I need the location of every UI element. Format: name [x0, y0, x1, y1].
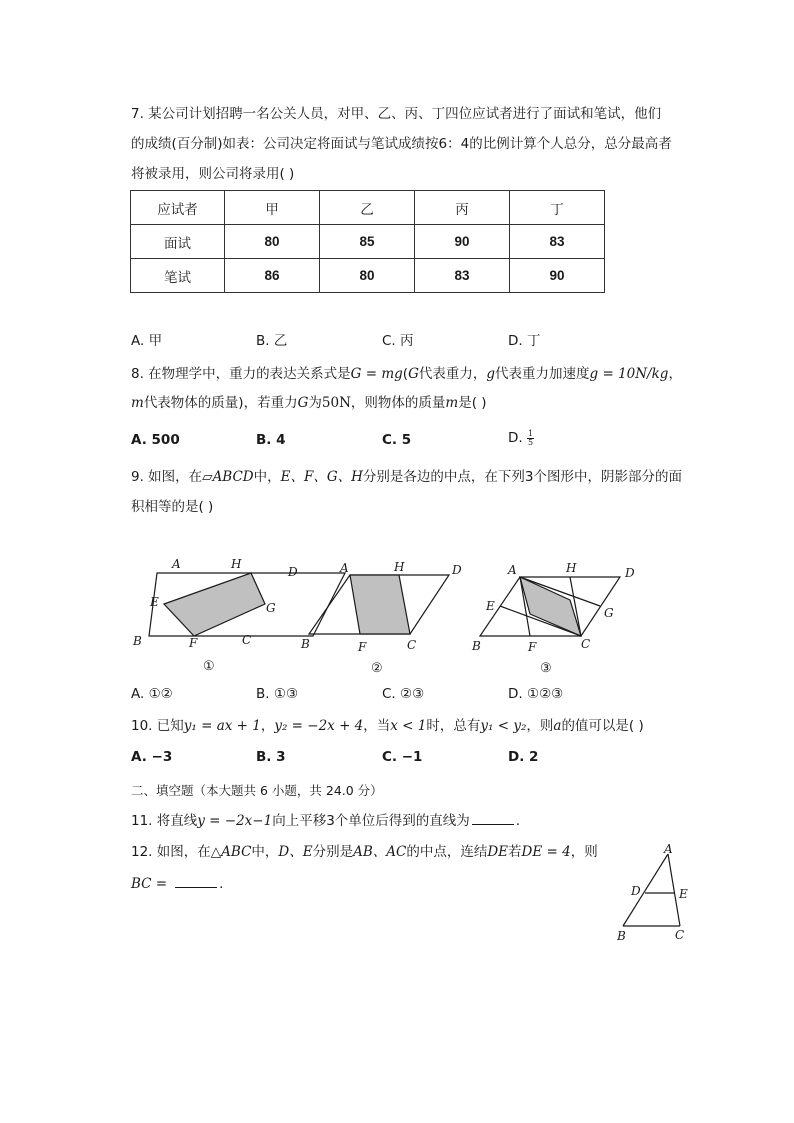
q9-option-b: B. ①③ — [256, 686, 299, 702]
point-label: H — [231, 557, 242, 571]
q8-option-b: B. 4 — [256, 432, 286, 448]
point-label: D — [452, 563, 462, 577]
figure-label: ② — [371, 661, 383, 676]
point-label: F — [528, 640, 537, 654]
table-cell: 80 — [225, 225, 320, 259]
table-cell: 85 — [320, 225, 415, 259]
q12-text: 中， — [251, 844, 279, 860]
q10-option-d: D. 2 — [508, 749, 539, 765]
q10-text: ， — [260, 718, 275, 734]
q12-line-1 — [131, 842, 598, 862]
point-label: B — [133, 634, 142, 648]
q10-formula: x < 1 — [390, 718, 427, 734]
answer-blank[interactable] — [175, 873, 217, 888]
q12-text: . — [219, 876, 224, 892]
point-label: E — [486, 599, 495, 613]
q9-option-a: A. ①② — [131, 686, 173, 702]
fraction — [527, 430, 534, 447]
q8-formula: G = mg — [350, 366, 403, 382]
point-label: C — [675, 928, 685, 942]
table-cell: 86 — [225, 259, 320, 293]
parallelogram-figure-3 — [471, 561, 635, 676]
q8-option-d-label: D. — [508, 430, 527, 446]
table-header-cell: 丙 — [415, 191, 510, 225]
point-label: F — [358, 640, 367, 654]
q8-option-a: A. 500 — [131, 432, 180, 448]
point-label: H — [566, 561, 577, 575]
point-label: B — [617, 929, 626, 943]
q12-formula: DE — [487, 844, 509, 860]
q11-text: . — [515, 813, 521, 829]
q9-figures — [120, 550, 660, 680]
table-cell: 83 — [415, 259, 510, 293]
parallelogram-figure-1 — [132, 557, 345, 674]
q10-text: ，当 — [363, 718, 391, 734]
q12-line-2 — [131, 873, 223, 894]
q9-line-2: 积相等的是( ) — [131, 499, 214, 515]
q10-text: 的值可以是( ) — [561, 718, 644, 734]
q10-line-1 — [131, 716, 644, 736]
section-heading: 二、填空题（本大题共 6 小题，共 24.0 分） — [131, 783, 383, 798]
q8-option-d — [508, 428, 534, 448]
table-header-cell: 乙 — [320, 191, 415, 225]
q8-text: 代表物体的质量)，若重力 — [143, 395, 298, 411]
table-row — [131, 259, 605, 293]
q10-option-a: A. −3 — [131, 749, 173, 765]
q12-formula: AB、AC — [353, 844, 407, 860]
q12-formula: BC = — [131, 876, 168, 892]
q10-formula: y₂ = −2x + 4 — [274, 718, 364, 734]
q8-formula: m — [445, 395, 459, 411]
table-row-label: 面试 — [131, 225, 225, 259]
q9-formula: E、F、G、H — [280, 469, 363, 485]
q8-text: ( — [402, 366, 409, 382]
q8-formula: G — [408, 366, 419, 382]
point-label: D — [625, 566, 635, 580]
table-header-cell: 丁 — [510, 191, 605, 225]
q12-formula: D、E — [278, 844, 313, 860]
q8-formula: 50N — [321, 395, 351, 411]
q12-text: 若 — [508, 844, 522, 860]
q12-text: 12. 如图，在 — [131, 844, 211, 860]
point-label: H — [394, 560, 405, 574]
q8-option-c: C. 5 — [382, 432, 412, 448]
q11-line-1 — [131, 810, 520, 831]
q10-option-c: C. −1 — [382, 749, 423, 765]
q8-text: 代表重力， — [418, 366, 487, 382]
table-header-cell: 应试者 — [131, 191, 225, 225]
point-label: G — [604, 606, 614, 620]
table-cell: 80 — [320, 259, 415, 293]
q7-option-b: B. 乙 — [256, 333, 288, 349]
q8-formula: G — [297, 395, 309, 411]
point-label: C — [407, 638, 417, 652]
q12-text: 分别是 — [312, 844, 354, 860]
answer-blank[interactable] — [472, 810, 514, 825]
q9-line-1 — [131, 467, 682, 487]
q9-option-d: D. ①②③ — [508, 686, 564, 702]
q8-text: 代表重力加速度 — [495, 366, 590, 382]
q10-formula: y₁ = ax + 1 — [183, 718, 261, 734]
point-label: A — [664, 842, 673, 856]
point-label: F — [189, 636, 198, 650]
q7-line-2: 的成绩(百分制)如表：公司决定将面试与笔试成绩按6：4的比例计算个人总分，总分最高者 — [131, 136, 672, 152]
point-label: E — [679, 887, 688, 901]
q9-option-c: C. ②③ — [382, 686, 425, 702]
table-header-cell: 甲 — [225, 191, 320, 225]
q8-text: ，则物体的质量 — [350, 395, 446, 411]
table-row — [131, 225, 605, 259]
q8-text: ， — [668, 366, 682, 382]
q12-text: ，则 — [570, 844, 598, 860]
point-label: A — [340, 561, 349, 575]
q8-text: 8. 在物理学中，重力的表达关系式是 — [131, 366, 351, 382]
score-table — [130, 190, 605, 293]
figure-label: ① — [203, 659, 215, 674]
q8-line-2 — [131, 393, 487, 413]
point-label: A — [508, 563, 517, 577]
point-label: G — [266, 601, 276, 615]
q12-formula: DE = 4 — [521, 844, 571, 860]
q10-formula: a — [553, 718, 562, 734]
q11-formula: y = −2x−1 — [197, 813, 273, 829]
q7-line-3: 将被录用，则公司将录用( ) — [131, 166, 295, 182]
q8-formula: g — [486, 366, 496, 382]
fraction-denominator: 5 — [527, 437, 534, 447]
shaded-region — [350, 575, 410, 634]
parallelogram-figure-2 — [300, 560, 462, 676]
q7-option-d: D. 丁 — [508, 333, 541, 349]
q9-text: 9. 如图，在▱ — [131, 469, 213, 485]
table-cell: 83 — [510, 225, 605, 259]
q8-line-1 — [131, 364, 682, 384]
q10-text: ，则 — [526, 718, 554, 734]
q10-formula: y₁ < y₂ — [480, 718, 527, 734]
table-cell: 90 — [415, 225, 510, 259]
q9-formula: ABCD — [212, 469, 254, 485]
q7-option-a: A. 甲 — [131, 333, 163, 349]
point-label: E — [150, 595, 159, 609]
q11-text: 向上平移3个单位后得到的直线为 — [272, 813, 470, 829]
q10-text: 10. 已知 — [131, 718, 184, 734]
q8-text: 是( ) — [458, 395, 487, 411]
point-label: B — [472, 639, 481, 653]
q8-formula: g = 10N/kg — [589, 366, 669, 382]
point-label: C — [581, 637, 591, 651]
point-label: D — [288, 565, 298, 579]
q12-formula: △ABC — [210, 844, 252, 860]
q7-line-1: 7. 某公司计划招聘一名公关人员，对甲、乙、丙、丁四位应试者进行了面试和笔试，他们 — [131, 106, 662, 122]
point-label: D — [631, 884, 641, 898]
q12-text: 的中点，连结 — [406, 844, 488, 860]
shaded-region — [164, 573, 265, 636]
q7-option-c: C. 丙 — [382, 333, 414, 349]
q8-text: 为 — [308, 395, 322, 411]
q12-triangle-figure — [612, 842, 702, 947]
point-label: C — [242, 633, 252, 647]
q9-text: 分别是各边的中点，在下列3个图形中，阴影部分的面 — [362, 469, 683, 485]
fraction-numerator: 1 — [527, 428, 534, 438]
table-header-row — [131, 191, 605, 225]
table-row-label: 笔试 — [131, 259, 225, 293]
figure-label: ③ — [540, 661, 552, 676]
q10-option-b: B. 3 — [256, 749, 286, 765]
q11-text: 11. 将直线 — [131, 813, 198, 829]
point-label: A — [172, 557, 181, 571]
q9-text: 中， — [253, 469, 281, 485]
q10-text: 时，总有 — [426, 718, 481, 734]
point-label: B — [301, 637, 310, 651]
table-cell: 90 — [510, 259, 605, 293]
q8-formula: m — [131, 395, 144, 411]
